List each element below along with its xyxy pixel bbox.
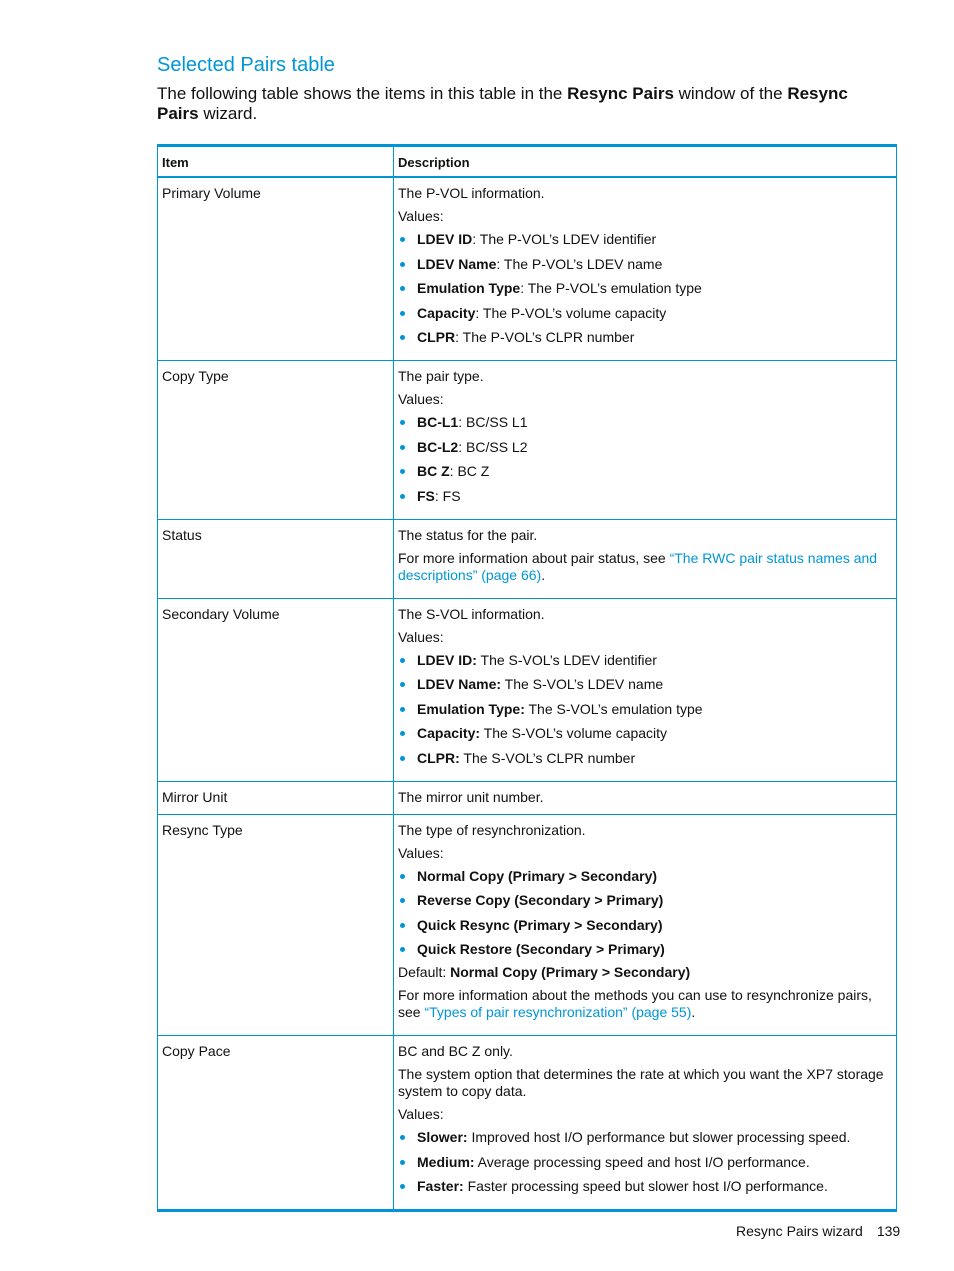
list-item xyxy=(398,488,892,505)
intro-bold-window: Resync Pairs xyxy=(567,84,674,103)
value-term: BC Z xyxy=(417,463,450,479)
desc-text: The P-VOL information. xyxy=(398,185,545,201)
more-info-suffix: . xyxy=(691,1004,696,1020)
list-item xyxy=(398,463,892,480)
list-item xyxy=(398,941,892,958)
value-term: Quick Restore (Secondary > Primary) xyxy=(417,941,665,957)
bullet-icon xyxy=(400,658,405,663)
default-line xyxy=(398,964,892,981)
row-item: Status xyxy=(158,519,394,598)
values-list xyxy=(398,652,892,767)
list-item xyxy=(398,868,892,885)
value-text: : The P-VOL’s LDEV identifier xyxy=(472,231,657,247)
table-row-resync-type xyxy=(158,814,897,1036)
list-item xyxy=(398,256,892,273)
value-text: The S-VOL’s LDEV name xyxy=(501,676,664,692)
bullet-icon xyxy=(400,898,405,903)
value-term: LDEV Name: xyxy=(417,676,502,692)
value-term: Capacity: xyxy=(417,725,481,741)
more-info-text: For more information about pair status, see xyxy=(398,549,670,566)
value-text: Improved host I/O performance but slower processing speed. xyxy=(467,1129,851,1145)
list-item xyxy=(398,892,892,909)
value-text: : BC/SS L1 xyxy=(458,414,528,430)
more-info-suffix: . xyxy=(541,566,546,583)
bullet-icon xyxy=(400,420,405,425)
bullet-icon xyxy=(400,1184,405,1189)
bullet-icon xyxy=(400,731,405,736)
values-label: Values: xyxy=(398,844,444,861)
table-row-status xyxy=(158,519,897,598)
desc-text: The mirror unit number. xyxy=(398,788,544,805)
table-row-copy-pace xyxy=(158,1036,897,1211)
pair-status-link[interactable]: “The RWC pair status names and descriptions” (page 66) xyxy=(398,549,878,583)
value-term: LDEV ID xyxy=(417,231,473,247)
bullet-icon xyxy=(400,947,405,952)
intro-text: The following table shows the items in this table in the xyxy=(157,84,568,103)
table-row-mirror-unit xyxy=(158,781,897,814)
list-item xyxy=(398,414,892,431)
desc-text: The type of resynchronization. xyxy=(398,821,586,838)
value-text: : The P-VOL’s emulation type xyxy=(520,280,702,296)
bullet-icon xyxy=(400,469,405,474)
value-term: Slower: xyxy=(417,1129,468,1145)
row-item: Copy Type xyxy=(158,361,394,520)
value-term: LDEV ID: xyxy=(417,651,477,668)
row-item: Resync Type xyxy=(158,814,394,1036)
value-text: : BC Z xyxy=(449,463,490,479)
values-list xyxy=(398,231,892,346)
row-description xyxy=(394,814,897,1036)
table-row-copy-type xyxy=(158,361,897,520)
bullet-icon xyxy=(400,707,405,712)
bullet-icon xyxy=(400,1160,405,1165)
row-description xyxy=(394,177,897,361)
intro-text: wizard. xyxy=(198,104,258,123)
list-item xyxy=(398,231,892,248)
row-description xyxy=(394,519,897,598)
selected-pairs-table xyxy=(157,144,897,1212)
value-term: LDEV Name xyxy=(417,255,497,272)
row-description xyxy=(394,598,897,781)
value-term: Emulation Type xyxy=(417,280,521,296)
list-item xyxy=(398,652,892,669)
list-item xyxy=(398,725,892,742)
row-item: Copy Pace xyxy=(158,1036,394,1211)
value-text: : The P-VOL’s CLPR number xyxy=(455,329,635,345)
list-item xyxy=(398,750,892,767)
row-item: Secondary Volume xyxy=(158,598,394,781)
desc-text: The status for the pair. xyxy=(398,526,538,543)
default-value: Normal Copy (Primary > Secondary) xyxy=(450,964,691,980)
intro-paragraph xyxy=(157,84,887,124)
desc-text: The system option that determines the rate at which you want the XP7 storage system to copy data. xyxy=(398,1066,884,1099)
table-row-primary-volume xyxy=(158,177,897,361)
bullet-icon xyxy=(400,682,405,687)
values-label: Values: xyxy=(398,391,444,407)
value-term: Normal Copy (Primary > Secondary) xyxy=(417,867,658,884)
bullet-icon xyxy=(400,923,405,928)
bullet-icon xyxy=(400,286,405,291)
list-item xyxy=(398,329,892,346)
value-term: CLPR: xyxy=(417,749,460,766)
list-item xyxy=(398,280,892,297)
desc-text: BC and BC Z only. xyxy=(398,1043,513,1059)
list-item xyxy=(398,701,892,718)
table-header-row xyxy=(158,146,897,178)
header-description: Description xyxy=(394,146,897,178)
row-description xyxy=(394,1036,897,1211)
resync-types-link[interactable]: “Types of pair resynchronization” (page 55) xyxy=(424,1004,692,1020)
values-list xyxy=(398,868,892,959)
value-term: Faster: xyxy=(417,1178,464,1194)
value-text: : The P-VOL’s LDEV name xyxy=(496,255,663,272)
values-list xyxy=(398,1129,892,1195)
values-list xyxy=(398,414,892,505)
bullet-icon xyxy=(400,494,405,499)
values-label: Values: xyxy=(398,208,444,224)
list-item xyxy=(398,1154,892,1171)
bullet-icon xyxy=(400,445,405,450)
row-item: Mirror Unit xyxy=(158,781,394,814)
more-info-text: For more information about the methods you can use to resynchronize pairs, see xyxy=(398,987,872,1020)
value-term: Emulation Type: xyxy=(417,700,525,717)
more-info xyxy=(398,987,892,1021)
row-description xyxy=(394,781,897,814)
bullet-icon xyxy=(400,311,405,316)
value-text: The S-VOL’s CLPR number xyxy=(459,749,636,766)
bullet-icon xyxy=(400,756,405,761)
values-label: Values: xyxy=(398,628,444,645)
list-item xyxy=(398,439,892,456)
table-row-secondary-volume xyxy=(158,598,897,781)
values-label: Values: xyxy=(398,1106,444,1122)
value-text: The S-VOL’s LDEV identifier xyxy=(476,651,657,668)
more-info xyxy=(398,550,892,584)
value-text: : BC/SS L2 xyxy=(458,438,528,455)
value-text: : The P-VOL’s volume capacity xyxy=(475,304,667,321)
section-heading: Selected Pairs table xyxy=(157,54,335,76)
value-text: Average processing speed and host I/O performance. xyxy=(474,1153,810,1170)
intro-text: window of the xyxy=(673,84,788,103)
value-text: The S-VOL’s emulation type xyxy=(524,700,703,717)
value-term: Capacity xyxy=(417,304,476,321)
page-number: 139 xyxy=(876,1223,901,1239)
value-text: : FS xyxy=(434,487,461,504)
list-item xyxy=(398,917,892,934)
value-term: CLPR xyxy=(417,329,456,345)
default-label: Default: xyxy=(398,964,451,980)
list-item xyxy=(398,1129,892,1146)
value-text: The S-VOL’s volume capacity xyxy=(480,725,668,741)
row-description xyxy=(394,361,897,520)
value-text: Faster processing speed but slower host I/O performance. xyxy=(463,1178,828,1194)
row-item: Primary Volume xyxy=(158,177,394,361)
value-term: BC-L2 xyxy=(417,438,459,455)
bullet-icon xyxy=(400,1135,405,1140)
value-term: BC-L1 xyxy=(417,414,459,430)
list-item xyxy=(398,1178,892,1195)
value-term: Quick Resync (Primary > Secondary) xyxy=(417,916,663,933)
bullet-icon xyxy=(400,335,405,340)
page-footer xyxy=(736,1223,900,1239)
value-term: FS xyxy=(417,487,435,504)
intro-bold-wizard: Resync Pairs xyxy=(157,84,848,123)
header-item: Item xyxy=(158,146,394,178)
desc-text: The pair type. xyxy=(398,368,484,384)
value-term: Medium: xyxy=(417,1153,475,1170)
value-term: Reverse Copy (Secondary > Primary) xyxy=(417,892,664,908)
bullet-icon xyxy=(400,237,405,242)
bullet-icon xyxy=(400,874,405,879)
bullet-icon xyxy=(400,262,405,267)
list-item xyxy=(398,305,892,322)
list-item xyxy=(398,676,892,693)
desc-text: The S-VOL information. xyxy=(398,605,545,622)
footer-title: Resync Pairs wizard xyxy=(736,1223,863,1239)
